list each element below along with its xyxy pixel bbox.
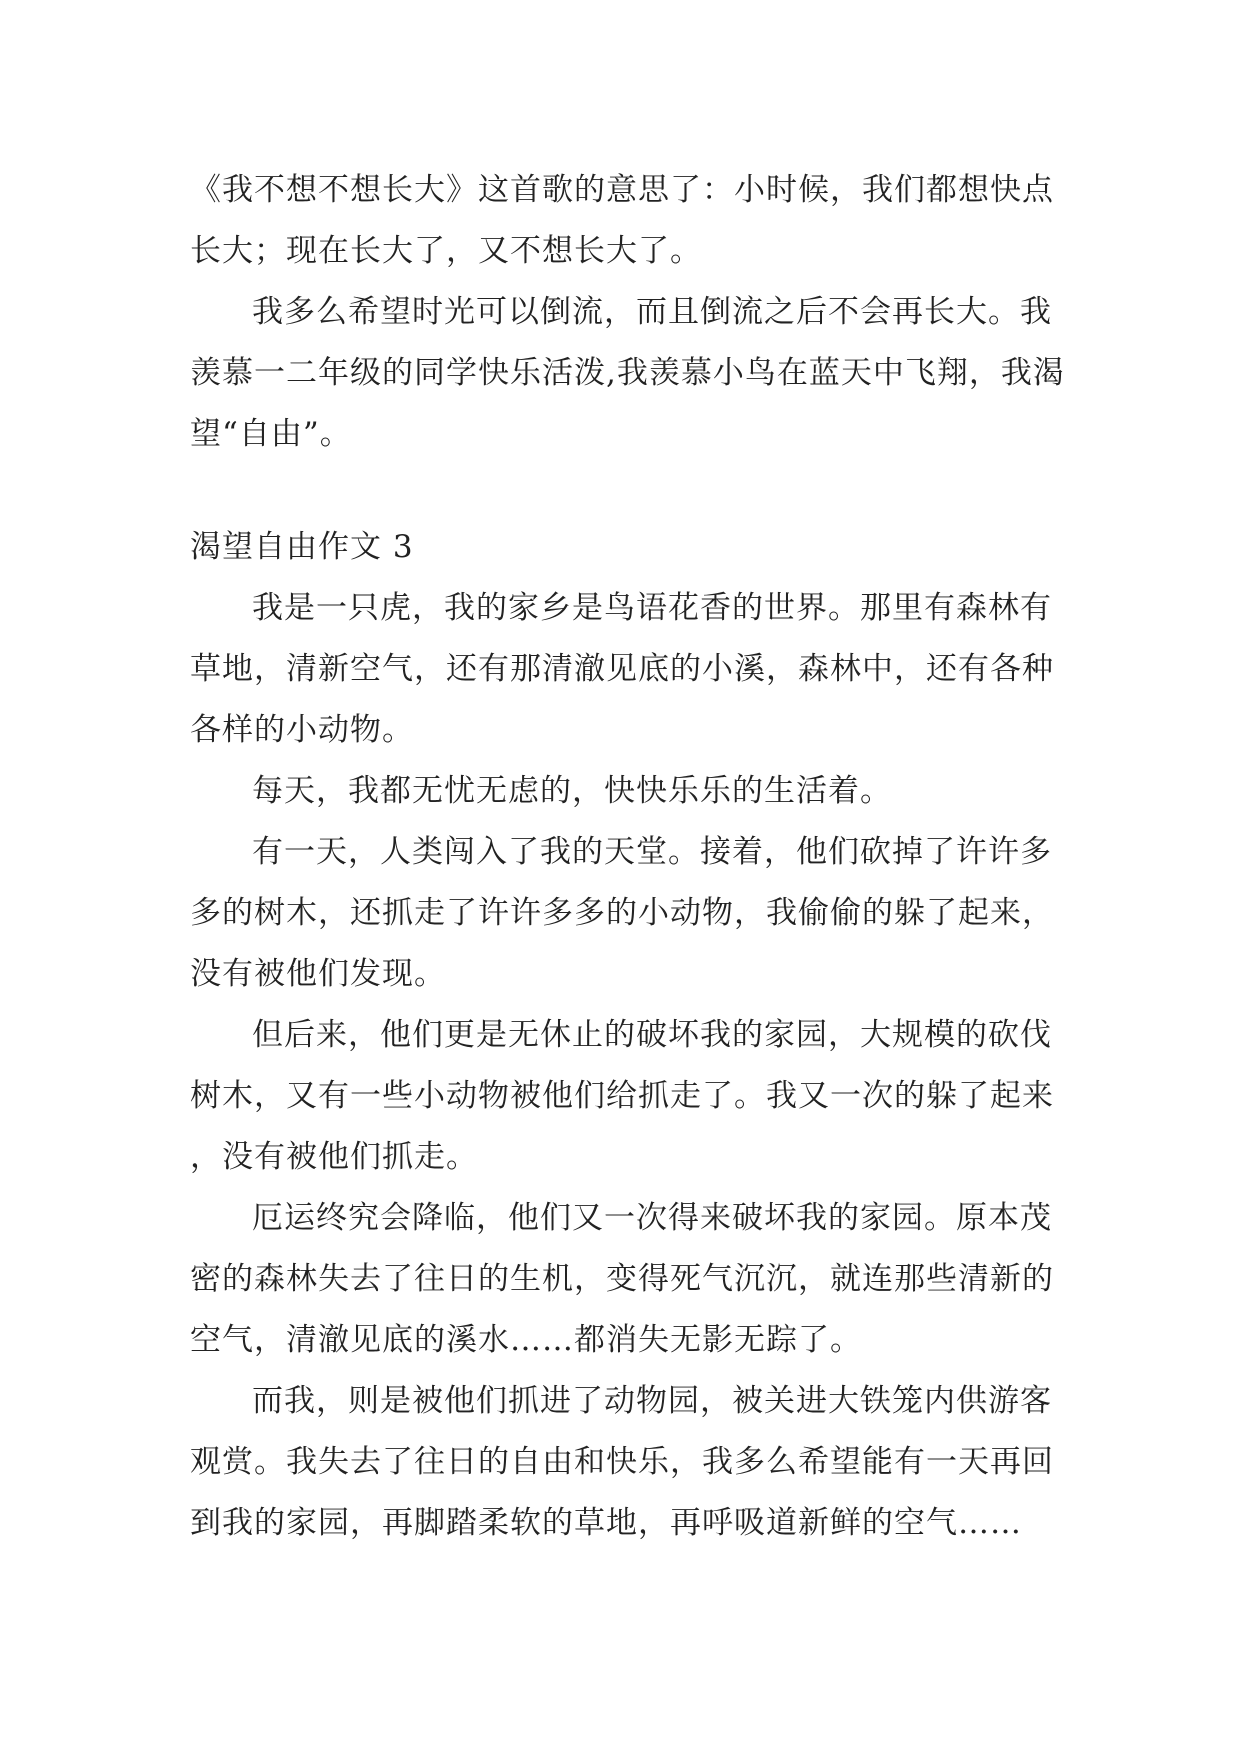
paragraph: 而我，则是被他们抓进了动物园，被关进大铁笼内供游客观赏。我失去了往日的自由和快乐，我多么希望能有一天再回到我的家园，再脚踏柔软的草地，再呼吸道新鲜的空气……: [190, 1383, 1054, 1541]
document-body: [190, 160, 1070, 1554]
paragraph: 但后来，他们更是无休止的破坏我的家园，大规模的砍伐树木，又有一些小动物被他们给抓走了。我又一次的躲了起来，没有被他们抓走。: [190, 1017, 1054, 1175]
essay-heading: 渴望自由作文 3: [190, 529, 414, 565]
paragraph: 厄运终究会降临，他们又一次得来破坏我的家园。原本茂密的森林失去了往日的生机，变得死气沉沉，就连那些清新的空气，清澈见底的溪水……都消失无影无踪了。: [190, 1200, 1054, 1358]
paragraph: 每天，我都无忧无虑的，快快乐乐的生活着。: [252, 773, 892, 809]
paragraph: 我是一只虎，我的家乡是鸟语花香的世界。那里有森林有草地，清新空气，还有那清澈见底的小溪，森林中，还有各种各样的小动物。: [190, 590, 1054, 748]
paragraph: 有一天，人类闯入了我的天堂。接着，他们砍掉了许许多多的树木，还抓走了许许多多的小动物，我偷偷的躲了起来，没有被他们发现。: [190, 834, 1054, 992]
paragraph-continued: 《我不想不想长大》这首歌的意思了：小时候，我们都想快点长大；现在长大了，又不想长大了。: [190, 172, 1054, 269]
paragraph: 我多么希望时光可以倒流，而且倒流之后不会再长大。我羡慕一二年级的同学快乐活泼,我羡慕小鸟在蓝天中飞翔，我渴望“自由”。: [190, 294, 1065, 452]
